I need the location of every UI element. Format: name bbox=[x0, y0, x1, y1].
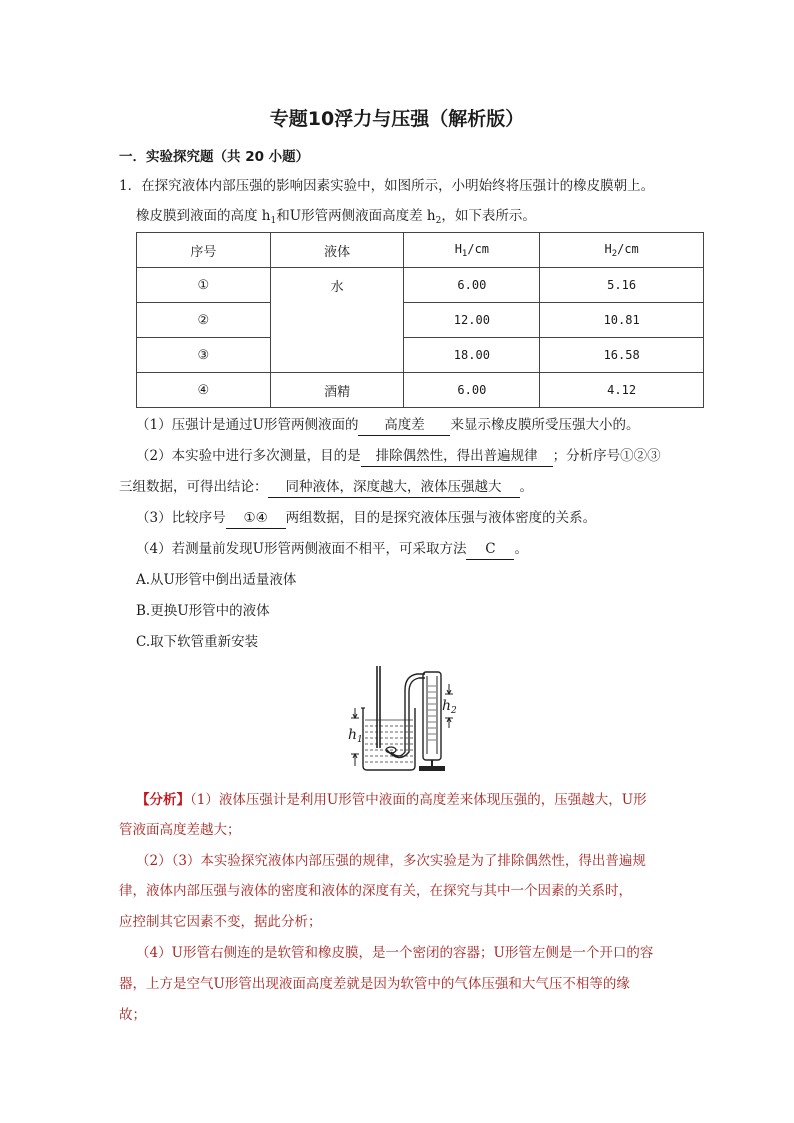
option-a: A.从U形管中倒出适量液体 bbox=[136, 572, 297, 588]
table-row bbox=[137, 303, 704, 338]
option-b: B.更换U形管中的液体 bbox=[136, 603, 270, 619]
cell-index: ③ bbox=[137, 338, 271, 373]
answer-blank: 高度差 bbox=[358, 415, 450, 436]
sub-question-3: （3）比较序号 ①④ 两组数据，目的是探究液体压强与液体密度的关系。 bbox=[136, 508, 596, 529]
analysis-line: 器，上方是空气U形管出现液面高度差就是因为软管中的气体压强和大气压不相等的缘 bbox=[119, 976, 630, 992]
sub-question-2-line2: 三组数据，可得出结论： 同种液体，深度越大，液体压强越大 。 bbox=[119, 477, 533, 498]
analysis-line: 故； bbox=[119, 1007, 146, 1023]
analysis-line: （4）U形管右侧连的是软管和橡皮膜，是一个密闭的容器；U形管左侧是一个开口的容 bbox=[136, 945, 654, 961]
header-h1: $H_1/cm$ bbox=[404, 233, 540, 268]
cell-index: ④ bbox=[137, 373, 271, 408]
apparatus-diagram bbox=[347, 662, 455, 776]
page-title: 专题10浮力与压强（解析版） bbox=[269, 108, 525, 130]
question-number: 1． bbox=[119, 178, 142, 194]
cell-h2: 4.12 bbox=[540, 373, 704, 408]
pressure-gauge-figure bbox=[347, 662, 455, 776]
analysis-line: 管液面高度差越大； bbox=[119, 822, 241, 838]
analysis-line: 律，液体内部压强与液体的密度和液体的深度有关，在探究与其中一个因素的关系时， bbox=[119, 883, 632, 899]
cell-h1: 6.00 bbox=[404, 268, 540, 303]
analysis-line: 【分析】（1）液体压强计是利用U形管中液面的高度差来体现压强的，压强越大，U形 bbox=[136, 792, 647, 808]
answer-blank: 同种液体，深度越大，液体压强越大 bbox=[268, 477, 520, 498]
cell-h1: 6.00 bbox=[404, 373, 540, 408]
data-table bbox=[136, 232, 704, 408]
cell-h2: 5.16 bbox=[540, 268, 704, 303]
question-stem-line2: 橡皮膜到液面的高度 $h_1$和U形管两侧液面高度差 $h_2$，如下表所示。 bbox=[136, 208, 536, 226]
analysis-line: （2）（3）本实验探究液体内部压强的规律，多次实验是为了排除偶然性，得出普遍规 bbox=[136, 853, 646, 869]
sub-question-2: （2）本实验中进行多次测量，目的是 排除偶然性，得出普遍规律 ；分析序号①②③ bbox=[136, 446, 661, 467]
table-row bbox=[137, 338, 704, 373]
answer-blank: C bbox=[466, 539, 514, 560]
cell-index: ② bbox=[137, 303, 271, 338]
analysis-line: 应控制其它因素不变，据此分析； bbox=[119, 914, 322, 930]
label-h2: $h_2$ bbox=[442, 698, 457, 716]
header-index: 序号 bbox=[137, 233, 271, 268]
cell-h2: 16.58 bbox=[540, 338, 704, 373]
table-header-row bbox=[137, 233, 704, 268]
label-h1: $h_1$ bbox=[348, 727, 363, 745]
option-c: C.取下软管重新安装 bbox=[136, 634, 259, 650]
answer-blank: ①④ bbox=[226, 508, 286, 529]
cell-h2: 10.81 bbox=[540, 303, 704, 338]
analysis-tag: 【分析】 bbox=[136, 792, 190, 808]
cell-h1: 18.00 bbox=[404, 338, 540, 373]
cell-liquid: 酒精 bbox=[270, 373, 404, 408]
sub-question-1: （1）压强计是通过U形管两侧液面的 高度差 来显示橡皮膜所受压强大小的。 bbox=[136, 415, 639, 436]
cell-liquid: 水 bbox=[270, 268, 404, 373]
sub-question-4: （4）若测量前发现U形管两侧液面不相平，可采取方法 C 。 bbox=[136, 539, 528, 560]
table-row bbox=[137, 268, 704, 303]
header-liquid: 液体 bbox=[270, 233, 404, 268]
table-row bbox=[137, 373, 704, 408]
section-heading: 一．实验探究题（共 20 小题） bbox=[119, 149, 310, 165]
cell-index: ① bbox=[137, 268, 271, 303]
header-h2: $H_2/cm$ bbox=[540, 233, 704, 268]
question-stem-line1: 1．在探究液体内部压强的影响因素实验中，如图所示，小明始终将压强计的橡皮膜朝上。 bbox=[119, 178, 655, 194]
cell-h1: 12.00 bbox=[404, 303, 540, 338]
answer-blank: 排除偶然性，得出普遍规律 bbox=[361, 446, 553, 467]
